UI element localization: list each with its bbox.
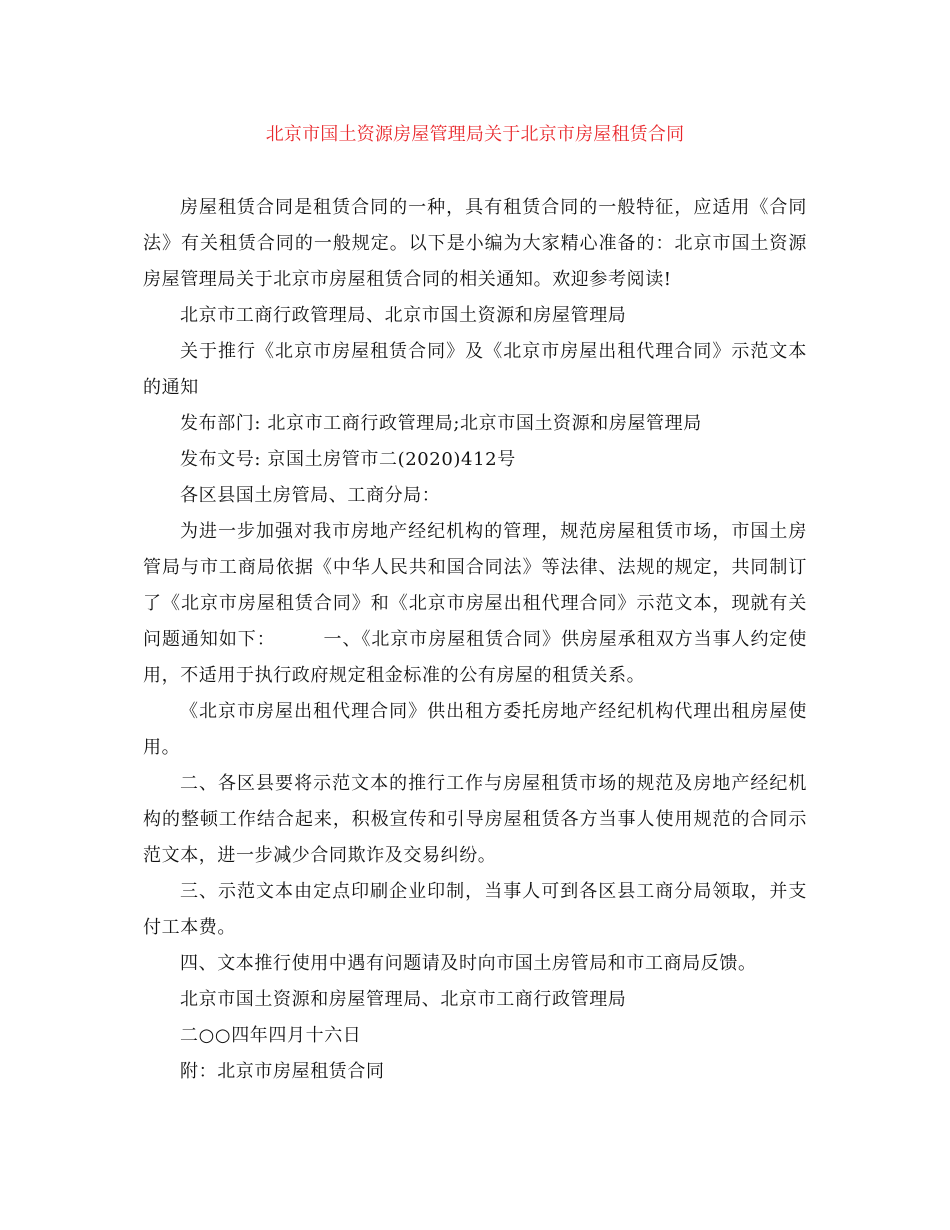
notice-paragraph-4: 三、示范文本由定点印刷企业印制，当事人可到各区县工商分局领取，并支付工本费。: [143, 881, 807, 938]
issuing-agencies: 北京市工商行政管理局、北京市国土资源和房屋管理局: [180, 305, 627, 326]
document-body: [143, 190, 807, 1090]
signatory-agencies: 北京市国土资源和房屋管理局、北京市工商行政管理局: [180, 989, 627, 1010]
attachment-line: 附：北京市房屋租赁合同: [180, 1061, 385, 1082]
document-number: 发布文号: 京国土房管市二(2020)412号: [180, 449, 516, 470]
notice-subject: 关于推行《北京市房屋租赁合同》及《北京市房屋出租代理合同》示范文本的通知: [143, 341, 807, 398]
notice-paragraph-3: 二、各区县要将示范文本的推行工作与房屋租赁市场的规范及房地产经纪机构的整顿工作结合起来，积极宣传和引导房屋租赁各方当事人使用规范的合同示范文本，进一步减少合同欺诈及交易纠纷。: [143, 773, 807, 866]
recipients: 各区县国土房管局、工商分局：: [180, 485, 441, 506]
document-title: 北京市国土资源房屋管理局关于北京市房屋租赁合同: [265, 124, 685, 145]
intro-paragraph: 房屋租赁合同是租赁合同的一种，具有租赁合同的一般特征，应适用《合同法》有关租赁合同的一般规定。以下是小编为大家精心准备的：北京市国土资源房屋管理局关于北京市房屋租赁合同的相关通知。欢迎参考阅读!: [143, 197, 807, 290]
issuing-department: 发布部门: 北京市工商行政管理局;北京市国土资源和房屋管理局: [180, 413, 702, 434]
notice-paragraph-2: 《北京市房屋出租代理合同》供出租方委托房地产经纪机构代理出租房屋使用。: [143, 701, 807, 758]
notice-paragraph-5: 四、文本推行使用中遇有问题请及时向市国土房管局和市工商局反馈。: [180, 953, 757, 974]
notice-paragraph-1: 为进一步加强对我市房地产经纪机构的管理，规范房屋租赁市场，市国土房管局与市工商局依据《中华人民共和国合同法》等法律、法规的规定，共同制订了《北京市房屋租赁合同》和《北京市房屋出租代理合同》示范文本，现就有关问题通知如下： 一、《北京市房屋租赁合同》供房屋承租双方当事人约定使用，不适用于执行政府规定租金标准的公有房屋的租赁关系。: [143, 521, 807, 686]
signing-date: 二○○四年四月十六日: [180, 1025, 362, 1046]
